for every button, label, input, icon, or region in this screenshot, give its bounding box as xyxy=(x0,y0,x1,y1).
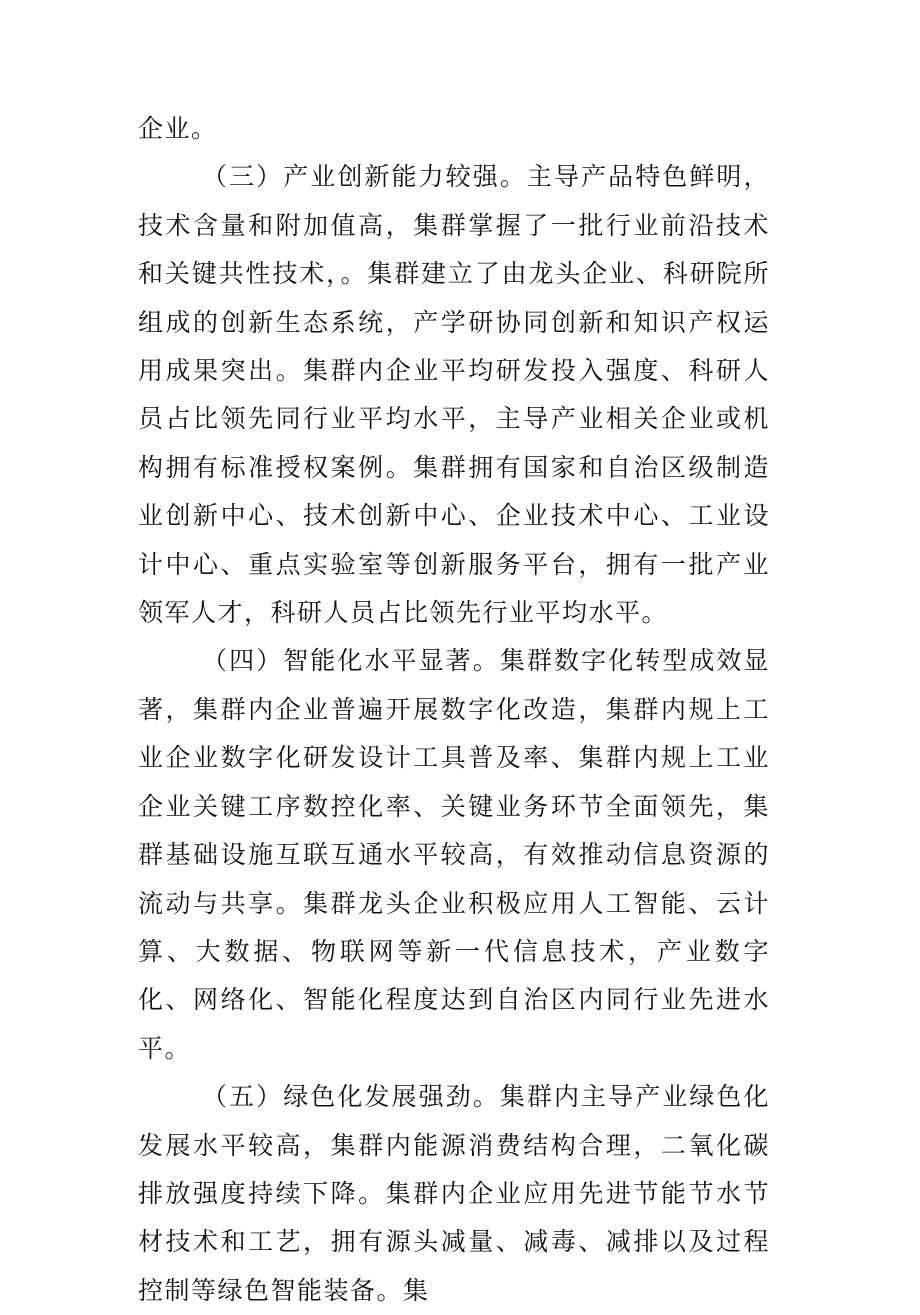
paragraph-intelligence-level: （四）智能化水平显著。集群数字化转型成效显著，集群内企业普遍开展数字化改造，集群内规上工业企业数字化研发设计工具普及率、集群内规上工业企业关键工序数控化率、关键业务环节全面领先，集群基础设施互联互通水平较高，有效推动信息资源的流动与共享。集群龙头企业积极应用人工智能、云计算、大数据、物联网等新一代信息技术，产业数字化、网络化、智能化程度达到自治区内同行业先进水平。 xyxy=(138,646,770,1063)
document-body xyxy=(138,105,770,1315)
paragraph-green-development: （五）绿色化发展强劲。集群内主导产业绿色化发展水平较高，集群内能源消费结构合理，二氧化碳排放强度持续下降。集群内企业应用先进节能节水节材技术和工艺，拥有源头减量、减毒、减排以及过程控制等绿色智能装备。集 xyxy=(138,1082,770,1305)
paragraph-continuation: 企业。 xyxy=(138,114,218,143)
paragraph-innovation-capability: （三）产业创新能力较强。主导产品特色鲜明，技术含量和附加值高，集群掌握了一批行业前沿技术和关键共性技术，。集群建立了由龙头企业、科研院所组成的创新生态系统，产学研协同创新和知识产权运用成果突出。集群内企业平均研发投入强度、科研人员占比领先同行业平均水平，主导产业相关企业或机构拥有标准授权案例。集群拥有国家和自治区级制造业创新中心、技术创新中心、企业技术中心、工业设计中心、重点实验室等创新服务平台，拥有一批产业领军人才，科研人员占比领先行业平均水平。 xyxy=(138,162,770,628)
